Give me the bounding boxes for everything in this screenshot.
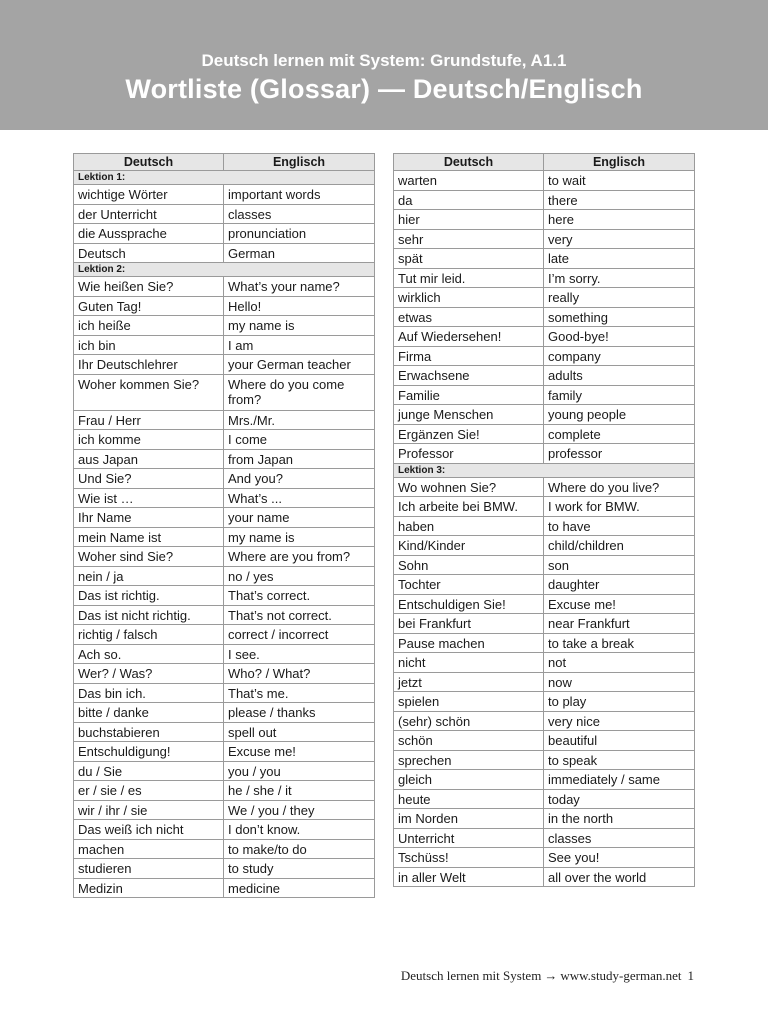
german-term: Frau / Herr	[74, 410, 224, 430]
english-translation: That’s me.	[224, 683, 375, 703]
english-translation: he / she / it	[224, 781, 375, 801]
english-translation: adults	[544, 366, 695, 386]
german-term: ich bin	[74, 335, 224, 355]
table-row	[394, 614, 695, 634]
german-term: spielen	[394, 692, 544, 712]
table-row	[394, 444, 695, 464]
german-term: Ihr Name	[74, 508, 224, 528]
english-translation: something	[544, 307, 695, 327]
table-row	[394, 536, 695, 556]
table-row	[394, 653, 695, 673]
german-term: gleich	[394, 770, 544, 790]
german-term: Deutsch	[74, 243, 224, 263]
page-footer	[401, 968, 694, 984]
german-term: Wer? / Was?	[74, 664, 224, 684]
section-label: Lektion 1:	[74, 171, 375, 185]
german-term: Professor	[394, 444, 544, 464]
table-row	[394, 327, 695, 347]
english-translation: my name is	[224, 316, 375, 336]
arrow-icon: →	[544, 968, 558, 983]
german-term: Woher kommen Sie?	[74, 374, 224, 410]
section-row	[74, 263, 375, 277]
german-term: Wie ist …	[74, 488, 224, 508]
table-row	[394, 672, 695, 692]
german-term: da	[394, 190, 544, 210]
table-row	[394, 405, 695, 425]
german-term: Woher sind Sie?	[74, 547, 224, 567]
column-header-german: Deutsch	[74, 154, 224, 171]
german-term: aus Japan	[74, 449, 224, 469]
german-term: ich heiße	[74, 316, 224, 336]
german-term: Tschüss!	[394, 848, 544, 868]
table-row	[394, 229, 695, 249]
german-term: heute	[394, 789, 544, 809]
german-term: Wie heißen Sie?	[74, 277, 224, 297]
english-translation: please / thanks	[224, 703, 375, 723]
english-translation: to take a break	[544, 633, 695, 653]
glossary-body-left	[74, 171, 375, 898]
german-term: hier	[394, 210, 544, 230]
german-term: buchstabieren	[74, 722, 224, 742]
table-row	[74, 277, 375, 297]
german-term: der Unterricht	[74, 204, 224, 224]
table-row	[74, 605, 375, 625]
english-translation: important words	[224, 185, 375, 205]
english-translation: here	[544, 210, 695, 230]
table-row	[394, 789, 695, 809]
german-term: Guten Tag!	[74, 296, 224, 316]
german-term: Wo wohnen Sie?	[394, 477, 544, 497]
german-term: nicht	[394, 653, 544, 673]
english-translation: no / yes	[224, 566, 375, 586]
table-row	[394, 190, 695, 210]
glossary-table-left	[73, 153, 375, 898]
footer-text: Deutsch lernen mit System	[400, 968, 542, 983]
english-translation: classes	[224, 204, 375, 224]
english-translation: now	[544, 672, 695, 692]
german-term: junge Menschen	[394, 405, 544, 425]
table-row	[74, 204, 375, 224]
german-term: Und Sie?	[74, 469, 224, 489]
english-translation: What’s your name?	[224, 277, 375, 297]
table-row	[394, 555, 695, 575]
section-label: Lektion 2:	[74, 263, 375, 277]
table-row	[394, 424, 695, 444]
german-term: Kind/Kinder	[394, 536, 544, 556]
table-row	[394, 497, 695, 517]
table-row	[74, 316, 375, 336]
english-translation: pronunciation	[224, 224, 375, 244]
german-term: Das weiß ich nicht	[74, 820, 224, 840]
german-term: im Norden	[394, 809, 544, 829]
english-translation: We / you / they	[224, 800, 375, 820]
page-title: Wortliste (Glossar) — Deutsch/Englisch	[125, 74, 643, 104]
english-translation: late	[544, 249, 695, 269]
english-translation: Where do you live?	[544, 477, 695, 497]
column-header-german: Deutsch	[394, 154, 544, 171]
table-row	[394, 809, 695, 829]
table-row	[394, 750, 695, 770]
table-row	[394, 477, 695, 497]
german-term: Entschuldigen Sie!	[394, 594, 544, 614]
english-translation: today	[544, 789, 695, 809]
german-term: in aller Welt	[394, 867, 544, 887]
english-translation: Mrs./Mr.	[224, 410, 375, 430]
english-translation: That’s correct.	[224, 586, 375, 606]
english-translation: I see.	[224, 644, 375, 664]
english-translation: my name is	[224, 527, 375, 547]
table-row	[74, 449, 375, 469]
english-translation: child/children	[544, 536, 695, 556]
table-row	[394, 594, 695, 614]
english-translation: in the north	[544, 809, 695, 829]
table-row	[74, 820, 375, 840]
english-translation: beautiful	[544, 731, 695, 751]
english-translation: Who? / What?	[224, 664, 375, 684]
table-row	[74, 781, 375, 801]
table-header-row	[394, 154, 695, 171]
table-row	[74, 586, 375, 606]
german-term: bei Frankfurt	[394, 614, 544, 634]
german-term: Firma	[394, 346, 544, 366]
german-term: (sehr) schön	[394, 711, 544, 731]
german-term: Sohn	[394, 555, 544, 575]
english-translation: your name	[224, 508, 375, 528]
table-row	[394, 575, 695, 595]
section-row	[394, 463, 695, 477]
table-row	[74, 742, 375, 762]
column-header-english: Englisch	[224, 154, 375, 171]
column-header-english: Englisch	[544, 154, 695, 171]
english-translation: to play	[544, 692, 695, 712]
table-row	[394, 268, 695, 288]
german-term: Ich arbeite bei BMW.	[394, 497, 544, 517]
table-row	[394, 516, 695, 536]
page-subtitle: Deutsch lernen mit System: Grundstufe, A1.1	[201, 51, 567, 70]
english-translation: German	[224, 243, 375, 263]
table-row	[74, 508, 375, 528]
table-row	[394, 346, 695, 366]
english-translation: young people	[544, 405, 695, 425]
table-row	[74, 488, 375, 508]
german-term: Unterricht	[394, 828, 544, 848]
table-row	[74, 430, 375, 450]
german-term: Entschuldigung!	[74, 742, 224, 762]
english-translation: I don’t know.	[224, 820, 375, 840]
english-translation: really	[544, 288, 695, 308]
table-row	[74, 664, 375, 684]
table-row	[394, 288, 695, 308]
english-translation: Excuse me!	[544, 594, 695, 614]
table-row	[74, 355, 375, 375]
table-row	[394, 692, 695, 712]
english-translation: not	[544, 653, 695, 673]
table-row	[394, 867, 695, 887]
german-term: Tochter	[394, 575, 544, 595]
german-term: machen	[74, 839, 224, 859]
german-term: Tut mir leid.	[394, 268, 544, 288]
table-row	[394, 848, 695, 868]
english-translation: very nice	[544, 711, 695, 731]
german-term: richtig / falsch	[74, 625, 224, 645]
english-translation: company	[544, 346, 695, 366]
english-translation: I’m sorry.	[544, 268, 695, 288]
german-term: spät	[394, 249, 544, 269]
english-translation: That’s not correct.	[224, 605, 375, 625]
german-term: ich komme	[74, 430, 224, 450]
german-term: schön	[394, 731, 544, 751]
english-translation: complete	[544, 424, 695, 444]
english-translation: Good-bye!	[544, 327, 695, 347]
english-translation: Where are you from?	[224, 547, 375, 567]
german-term: jetzt	[394, 672, 544, 692]
english-translation: immediately / same	[544, 770, 695, 790]
glossary-table-right	[393, 153, 695, 887]
table-row	[74, 644, 375, 664]
table-row	[74, 527, 375, 547]
english-translation: I am	[224, 335, 375, 355]
table-row	[74, 859, 375, 879]
english-translation: What’s ...	[224, 488, 375, 508]
table-row	[394, 307, 695, 327]
german-term: mein Name ist	[74, 527, 224, 547]
english-translation: family	[544, 385, 695, 405]
english-translation: professor	[544, 444, 695, 464]
table-row	[394, 633, 695, 653]
english-translation: to have	[544, 516, 695, 536]
table-row	[74, 761, 375, 781]
table-row	[394, 171, 695, 191]
german-term: Auf Wiedersehen!	[394, 327, 544, 347]
english-translation: medicine	[224, 878, 375, 898]
table-row	[394, 210, 695, 230]
table-row	[74, 703, 375, 723]
page-number: 1	[687, 968, 694, 983]
glossary-body-right	[394, 171, 695, 887]
german-term: Pause machen	[394, 633, 544, 653]
german-term: Ach so.	[74, 644, 224, 664]
english-translation: all over the world	[544, 867, 695, 887]
table-row	[394, 711, 695, 731]
german-term: sehr	[394, 229, 544, 249]
english-translation: Hello!	[224, 296, 375, 316]
english-translation: to wait	[544, 171, 695, 191]
table-row	[394, 249, 695, 269]
section-row	[74, 171, 375, 185]
header-banner	[0, 0, 768, 130]
footer-url[interactable]: www.study-german.net	[560, 968, 682, 983]
english-translation: Excuse me!	[224, 742, 375, 762]
english-translation: See you!	[544, 848, 695, 868]
english-translation: from Japan	[224, 449, 375, 469]
english-translation: spell out	[224, 722, 375, 742]
german-term: bitte / danke	[74, 703, 224, 723]
table-row	[74, 335, 375, 355]
table-header-row	[74, 154, 375, 171]
english-translation: near Frankfurt	[544, 614, 695, 634]
english-translation: I come	[224, 430, 375, 450]
table-row	[74, 243, 375, 263]
english-translation: correct / incorrect	[224, 625, 375, 645]
german-term: er / sie / es	[74, 781, 224, 801]
table-row	[74, 296, 375, 316]
german-term: Das ist nicht richtig.	[74, 605, 224, 625]
german-term: du / Sie	[74, 761, 224, 781]
table-row	[394, 828, 695, 848]
english-translation: to study	[224, 859, 375, 879]
german-term: wichtige Wörter	[74, 185, 224, 205]
table-row	[74, 722, 375, 742]
german-term: haben	[394, 516, 544, 536]
english-translation: I work for BMW.	[544, 497, 695, 517]
table-row	[74, 878, 375, 898]
table-row	[74, 683, 375, 703]
table-row	[74, 185, 375, 205]
german-term: die Aussprache	[74, 224, 224, 244]
german-term: Das ist richtig.	[74, 586, 224, 606]
table-row	[74, 547, 375, 567]
english-translation: you / you	[224, 761, 375, 781]
german-term: etwas	[394, 307, 544, 327]
german-term: warten	[394, 171, 544, 191]
english-translation: very	[544, 229, 695, 249]
english-translation: classes	[544, 828, 695, 848]
table-row	[74, 469, 375, 489]
table-row	[74, 410, 375, 430]
english-translation: your German teacher	[224, 355, 375, 375]
german-term: Das bin ich.	[74, 683, 224, 703]
german-term: nein / ja	[74, 566, 224, 586]
german-term: Erwachsene	[394, 366, 544, 386]
table-row	[74, 374, 375, 410]
german-term: wir / ihr / sie	[74, 800, 224, 820]
table-row	[74, 224, 375, 244]
german-term: wirklich	[394, 288, 544, 308]
english-translation: to make/to do	[224, 839, 375, 859]
table-row	[74, 839, 375, 859]
table-row	[394, 366, 695, 386]
table-row	[394, 385, 695, 405]
english-translation: son	[544, 555, 695, 575]
german-term: Ihr Deutschlehrer	[74, 355, 224, 375]
english-translation: there	[544, 190, 695, 210]
german-term: Familie	[394, 385, 544, 405]
german-term: sprechen	[394, 750, 544, 770]
table-row	[74, 625, 375, 645]
table-row	[74, 566, 375, 586]
english-translation: Where do you come from?	[224, 374, 375, 410]
table-row	[74, 800, 375, 820]
german-term: Medizin	[74, 878, 224, 898]
german-term: Ergänzen Sie!	[394, 424, 544, 444]
table-row	[394, 731, 695, 751]
german-term: studieren	[74, 859, 224, 879]
english-translation: And you?	[224, 469, 375, 489]
section-label: Lektion 3:	[394, 463, 695, 477]
english-translation: to speak	[544, 750, 695, 770]
english-translation: daughter	[544, 575, 695, 595]
table-row	[394, 770, 695, 790]
